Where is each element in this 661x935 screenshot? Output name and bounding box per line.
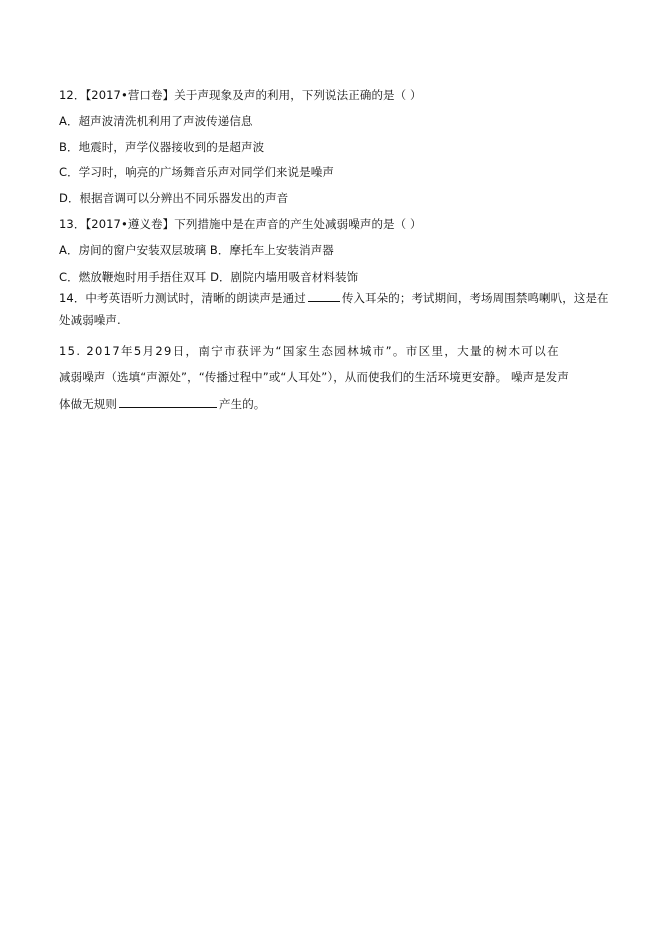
q13-options-cd: C．燃放鞭炮时用手捂住双耳 D．剧院内墙用吸音材料装饰 bbox=[59, 270, 359, 284]
question-14-line1: 14．中考英语听力测试时，清晰的朗读声是通过 传入耳朵的；考试期间，考场周围禁鸣喇叭，这是在 bbox=[59, 291, 609, 305]
q12-option-b: B．地震时，声学仪器接收到的是超声波 bbox=[59, 140, 265, 154]
question-12-stem: 12．【2017•营口卷】关于声现象及声的利用，下列说法正确的是（ ） bbox=[59, 88, 422, 102]
question-15-line1: 15. 2017年5月29日，南宁市获评为“国家生态园林城市”。市区里，大量的树木可以在 bbox=[59, 344, 560, 358]
question-14-line2: 处减弱噪声. bbox=[59, 313, 121, 327]
question-13-stem: 13．【2017•遵义卷】下列措施中是在声音的产生处减弱噪声的是（ ） bbox=[59, 217, 422, 231]
q13-options-ab: A．房间的窗户安装双层玻璃 B．摩托车上安装消声器 bbox=[59, 243, 334, 257]
q12-option-d: D．根据音调可以分辨出不同乐器发出的声音 bbox=[59, 191, 289, 205]
fill-blank bbox=[308, 290, 340, 302]
fill-blank bbox=[119, 396, 217, 408]
q12-option-a: A．超声波清洗机利用了声波传递信息 bbox=[59, 114, 253, 128]
question-15-line2: 减弱噪声（选填“声源处”，“传播过程中”或“人耳处”），从而使我们的生活环境更安静。 噪声是发声 bbox=[59, 370, 569, 384]
q12-option-c: C．学习时，响亮的广场舞音乐声对同学们来说是噪声 bbox=[59, 165, 334, 179]
question-15-line3: 体做无规则 产生的。 bbox=[59, 397, 266, 411]
